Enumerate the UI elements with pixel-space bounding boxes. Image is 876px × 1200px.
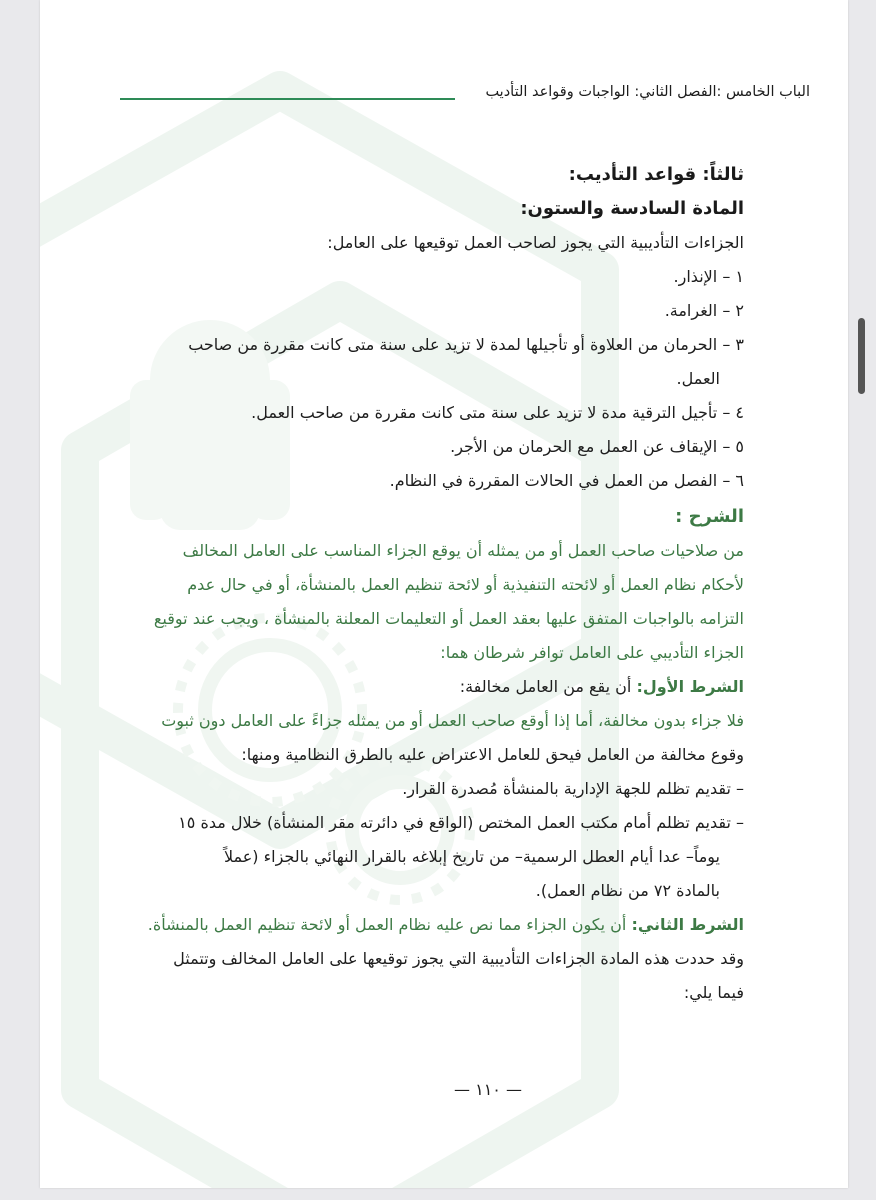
- condition-1-label: الشرط الأول:: [636, 677, 744, 696]
- bullet-item: – تقديم تظلم أمام مكتب العمل المختص (الواقع في دائرته مقر المنشأة) خلال مدة ١٥: [178, 813, 744, 832]
- explanation-line: الجزاء التأديبي على العامل توافر شرطان هما:: [440, 643, 744, 662]
- article-heading: المادة السادسة والستون:: [520, 198, 744, 219]
- bullet-continuation: بالمادة ٧٢ من نظام العمل).: [535, 881, 720, 900]
- article-intro: الجزاءات التأديبية التي يجوز لصاحب العمل توقيعها على العامل:: [327, 233, 744, 252]
- list-item: ١ – الإنذار.: [673, 267, 744, 286]
- list-item: ٥ – الإيقاف عن العمل مع الحرمان من الأجر.: [450, 437, 744, 456]
- header-rule: [120, 98, 455, 100]
- bullet-item: – تقديم تظلم للجهة الإدارية بالمنشأة مُصدرة القرار.: [402, 779, 744, 798]
- condition-1: [54, 670, 744, 704]
- explanation-line: من صلاحيات صاحب العمل أو من يمثله أن يوقع الجزاء المناسب على العامل المخالف: [182, 541, 744, 560]
- closing-line: وقد حددت هذه المادة الجزاءات التأديبية التي يجوز توقيعها على العامل المخالف وتتمثل: [173, 949, 744, 968]
- list-item-continuation: العمل.: [676, 369, 720, 388]
- list-item: ٤ – تأجيل الترقية مدة لا تزيد على سنة متى كانت مقررة من صاحب العمل.: [251, 403, 744, 422]
- condition-1-text: أن يقع من العامل مخالفة:: [459, 677, 637, 696]
- list-item: ٣ – الحرمان من العلاوة أو تأجيلها لمدة لا تزيد على سنة متى كانت مقررة من صاحب: [188, 335, 744, 354]
- condition-1-line: فلا جزاء بدون مخالفة، أما إذا أوقع صاحب العمل أو من يمثله جزاءً على العامل دون ثبوت: [161, 711, 744, 730]
- condition-2-label: الشرط الثاني:: [631, 915, 744, 934]
- explanation-line: التزامه بالواجبات المتفق عليها بعقد العمل أو التعليمات المعلنة بالمنشأة ، ويجب عند توقيع: [153, 609, 744, 628]
- header-title: الباب الخامس :الفصل الثاني: الواجبات وقواعد التأديب: [485, 84, 810, 100]
- list-item: ٦ – الفصل من العمل في الحالات المقررة في النظام.: [389, 471, 744, 490]
- list-item: ٢ – الغرامة.: [664, 301, 744, 320]
- scrollbar-thumb[interactable]: [858, 318, 865, 394]
- explanation-title: الشرح :: [675, 506, 744, 527]
- condition-2-text: أن يكون الجزاء مما نص عليه نظام العمل أو لائحة تنظيم العمل بالمنشأة.: [147, 915, 632, 934]
- condition-1-line: وقوع مخالفة من العامل فيحق للعامل الاعتراض عليه بالطرق النظامية ومنها:: [241, 745, 744, 764]
- bullet-continuation: يوماً– عدا أيام العطل الرسمية– من تاريخ إبلاغه بالقرار النهائي بالجزاء (عملاً: [223, 847, 720, 866]
- section-title: ثالثاً: قواعد التأديب:: [568, 164, 744, 185]
- condition-2: [54, 908, 744, 942]
- explanation-line: لأحكام نظام العمل أو لائحته التنفيذية أو لائحة تنظيم العمل بالمنشأة، أو في حال عدم: [187, 575, 744, 594]
- document-page: [40, 0, 848, 1188]
- closing-line: فيما يلي:: [683, 983, 744, 1002]
- page-body: [54, 158, 744, 1010]
- page-number: — ١١٠ —: [454, 1080, 522, 1099]
- running-header: [120, 84, 810, 114]
